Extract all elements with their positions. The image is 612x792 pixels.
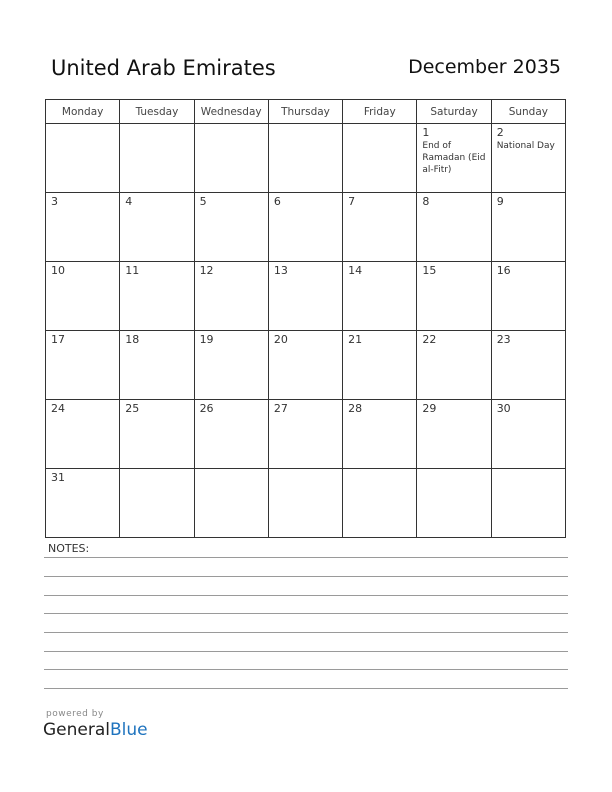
weekday-friday: Friday xyxy=(343,100,417,124)
day-cell[interactable] xyxy=(491,262,565,331)
day-cell[interactable] xyxy=(417,400,491,469)
holiday-label: National Day xyxy=(496,141,555,151)
day-cell[interactable] xyxy=(46,193,120,262)
notes-line xyxy=(44,632,568,633)
day-number: 27 xyxy=(273,402,288,415)
day-cell[interactable] xyxy=(417,262,491,331)
day-cell[interactable] xyxy=(491,331,565,400)
calendar-month-title: December 2035 xyxy=(408,56,561,78)
day-number: 19 xyxy=(199,333,214,346)
day-cell[interactable] xyxy=(194,331,268,400)
day-number: 1 xyxy=(422,126,430,139)
day-number: 5 xyxy=(199,195,207,208)
day-number: 16 xyxy=(496,264,511,277)
week-row xyxy=(46,469,566,538)
notes-line xyxy=(44,576,568,577)
day-cell[interactable] xyxy=(343,262,417,331)
day-number: 6 xyxy=(273,195,281,208)
day-number: 7 xyxy=(348,195,356,208)
day-cell[interactable] xyxy=(46,262,120,331)
day-cell[interactable] xyxy=(46,331,120,400)
notes-line xyxy=(44,595,568,596)
day-number: 17 xyxy=(51,333,65,346)
day-number: 15 xyxy=(422,264,437,277)
day-cell[interactable] xyxy=(343,469,417,538)
day-cell[interactable] xyxy=(194,400,268,469)
day-number: 18 xyxy=(125,333,140,346)
day-cell[interactable] xyxy=(268,331,342,400)
day-cell[interactable] xyxy=(417,331,491,400)
weekday-saturday: Saturday xyxy=(417,100,491,124)
calendar-country-title: United Arab Emirates xyxy=(51,56,276,80)
day-number: 26 xyxy=(199,402,214,415)
week-row xyxy=(46,262,566,331)
day-cell[interactable] xyxy=(120,469,194,538)
day-number: 21 xyxy=(348,333,363,346)
day-number: 10 xyxy=(51,264,65,277)
weekday-thursday: Thursday xyxy=(268,100,342,124)
weekday-tuesday: Tuesday xyxy=(120,100,194,124)
day-cell[interactable] xyxy=(417,124,491,193)
day-number: 30 xyxy=(496,402,511,415)
day-cell[interactable] xyxy=(491,124,565,193)
week-row xyxy=(46,193,566,262)
day-cell[interactable] xyxy=(417,193,491,262)
notes-line xyxy=(44,688,568,689)
day-cell[interactable] xyxy=(46,124,120,193)
day-number: 11 xyxy=(125,264,140,277)
day-cell[interactable] xyxy=(194,469,268,538)
day-number: 2 xyxy=(496,126,504,139)
day-cell[interactable] xyxy=(46,400,120,469)
notes-line xyxy=(44,557,568,558)
day-number: 25 xyxy=(125,402,140,415)
day-cell[interactable] xyxy=(120,124,194,193)
weekday-monday: Monday xyxy=(46,100,120,124)
brand-blue-text: Blue xyxy=(110,720,148,740)
day-number: 12 xyxy=(199,264,214,277)
notes-line xyxy=(44,651,568,652)
day-cell[interactable] xyxy=(343,124,417,193)
day-cell[interactable] xyxy=(120,400,194,469)
day-number: 8 xyxy=(422,195,430,208)
calendar-body xyxy=(46,124,566,538)
weekday-wednesday: Wednesday xyxy=(194,100,268,124)
weekday-header-row xyxy=(46,100,566,124)
calendar-grid xyxy=(45,99,566,538)
day-cell[interactable] xyxy=(268,262,342,331)
day-number: 28 xyxy=(348,402,363,415)
day-cell[interactable] xyxy=(268,193,342,262)
day-cell[interactable] xyxy=(491,400,565,469)
day-number: 20 xyxy=(273,333,288,346)
day-cell[interactable] xyxy=(268,124,342,193)
day-number: 14 xyxy=(348,264,363,277)
day-number: 22 xyxy=(422,333,437,346)
day-cell[interactable] xyxy=(120,262,194,331)
day-number: 31 xyxy=(51,471,65,484)
day-cell[interactable] xyxy=(343,193,417,262)
day-cell[interactable] xyxy=(343,331,417,400)
holiday-label: End of Ramadan (Eid al-Fitr) xyxy=(422,141,486,175)
day-cell[interactable] xyxy=(120,331,194,400)
day-cell[interactable] xyxy=(194,193,268,262)
day-cell[interactable] xyxy=(268,400,342,469)
day-number: 29 xyxy=(422,402,437,415)
day-cell[interactable] xyxy=(491,193,565,262)
notes-label: NOTES: xyxy=(48,542,90,555)
day-number: 3 xyxy=(51,195,58,208)
day-number: 23 xyxy=(496,333,511,346)
day-cell[interactable] xyxy=(194,262,268,331)
weekday-sunday: Sunday xyxy=(491,100,565,124)
brand-general-text: General xyxy=(43,720,110,740)
notes-line xyxy=(44,613,568,614)
day-cell[interactable] xyxy=(194,124,268,193)
day-number: 13 xyxy=(273,264,288,277)
day-cell[interactable] xyxy=(120,193,194,262)
generalblue-logo[interactable] xyxy=(43,720,148,740)
day-cell[interactable] xyxy=(268,469,342,538)
week-row xyxy=(46,331,566,400)
day-cell[interactable] xyxy=(46,469,120,538)
day-cell[interactable] xyxy=(417,469,491,538)
week-row xyxy=(46,124,566,193)
day-cell[interactable] xyxy=(491,469,565,538)
notes-line xyxy=(44,669,568,670)
day-number: 9 xyxy=(496,195,504,208)
week-row xyxy=(46,400,566,469)
powered-by-text: powered by xyxy=(46,709,104,719)
day-number: 24 xyxy=(51,402,65,415)
day-cell[interactable] xyxy=(343,400,417,469)
day-number: 4 xyxy=(125,195,133,208)
